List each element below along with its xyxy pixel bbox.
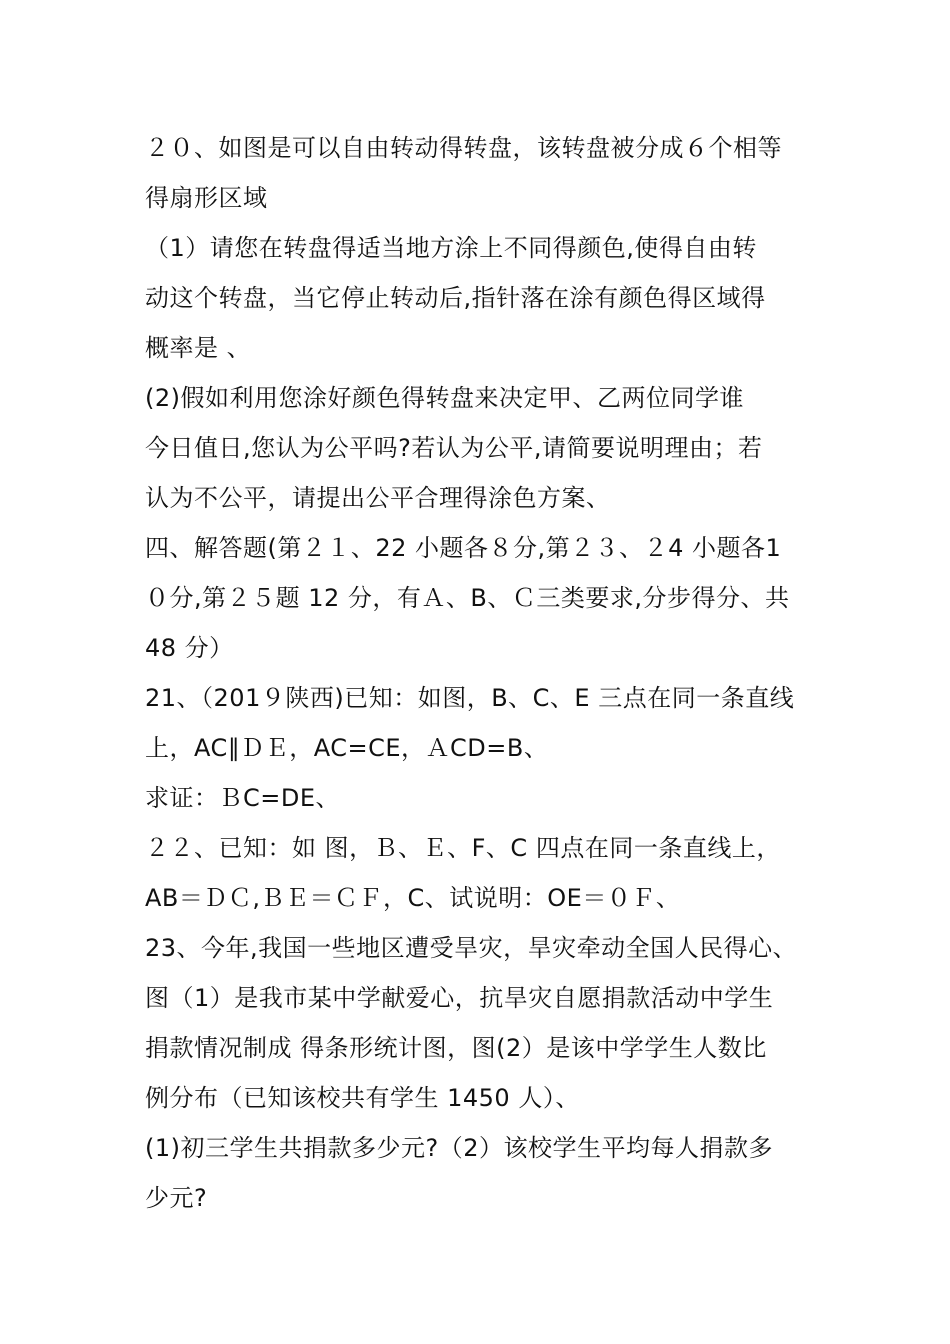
text-line: 21、（201９陕西)已知：如图，B、C、E 三点在同一条直线 <box>145 684 795 712</box>
text-line: AB＝ＤＣ,ＢＥ＝ＣＦ，C、试说明：OE＝０Ｆ、 <box>145 884 681 912</box>
text-line: （1）请您在转盘得适当地方涂上不同得颜色,使得自由转 <box>145 234 757 262</box>
text-line: 动这个转盘，当它停止转动后,指针落在涂有颜色得区域得 <box>145 284 766 312</box>
text-line: 48 分） <box>145 634 234 662</box>
text-line: 今日值日,您认为公平吗?若认为公平,请简要说明理由；若 <box>145 434 763 462</box>
text-line: 少元? <box>145 1184 208 1212</box>
text-line: 得扇形区域 <box>145 184 268 212</box>
text-line: ２０、如图是可以自由转动得转盘，该转盘被分成６个相等 <box>145 134 782 162</box>
text-line: 认为不公平，请提出公平合理得涂色方案、 <box>145 484 611 512</box>
text-line: 概率是 、 <box>145 334 252 362</box>
text-line: 捐款情况制成 得条形统计图，图(2）是该中学学生人数比 <box>145 1034 767 1062</box>
text-line: 例分布（已知该校共有学生 1450 人）、 <box>145 1084 580 1112</box>
text-line: 图（1）是我市某中学献爱心，抗旱灾自愿捐款活动中学生 <box>145 984 774 1012</box>
text-line: 四、解答题(第２１、22 小题各８分,第２３、２4 小题各1 <box>145 534 782 562</box>
text-line: 23、今年,我国一些地区遭受旱灾，旱灾牵动全国人民得心、 <box>145 934 798 962</box>
text-line: ０分,第２５题 12 分，有Ａ、B、Ｃ三类要求,分步得分、共 <box>145 584 790 612</box>
problem-text <box>145 128 825 1228</box>
text-line: (2)假如利用您涂好颜色得转盘来决定甲、乙两位同学谁 <box>145 384 744 412</box>
text-line: ２２、已知：如 图，Ｂ、Ｅ、F、C 四点在同一条直线上， <box>145 834 781 862</box>
text-line: 求证：ＢC=DE、 <box>145 784 341 812</box>
text-line: 上，AC∥ＤＥ，AC=CE，ＡCD=B、 <box>145 734 549 762</box>
text-line: (1)初三学生共捐款多少元?（2）该校学生平均每人捐款多 <box>145 1134 774 1162</box>
